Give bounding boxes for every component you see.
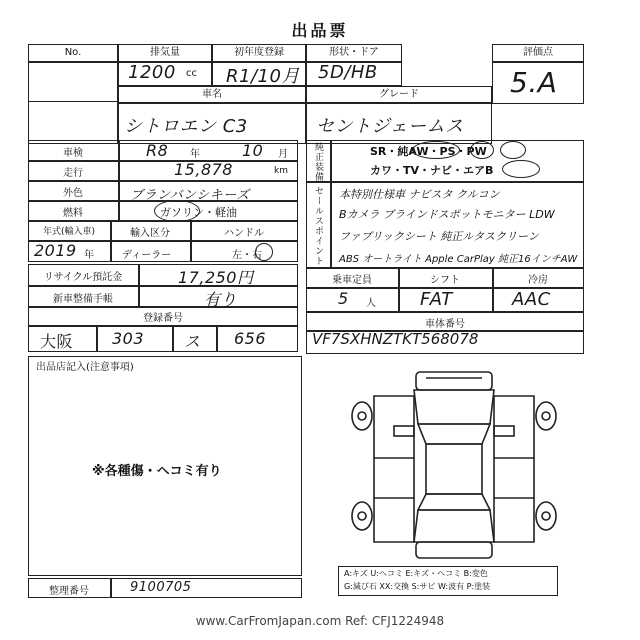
mileage-unit: km [274,166,288,176]
notes-text: ※各種傷・ヘコミ有り [92,464,222,479]
left-mirror [394,426,414,436]
fuel-circle-mark [154,200,200,222]
aw-circle [412,141,460,159]
right-mirror [494,426,514,436]
chassis-label: 車体番号 [425,319,465,330]
first-reg-value: R1/10月 [226,66,300,87]
right-side [494,396,534,542]
year-label: 年式(輸入車) [42,227,96,237]
wheel-rear-left [352,502,372,530]
ac-label: 冷房 [528,275,548,286]
grade-value: セントジェームス [316,116,464,137]
equipment-line-2: カワ・TV・ナビ・エアB [370,164,494,177]
plate-class: 303 [112,329,145,348]
car-name-label: 車名 [202,89,222,100]
windshield [418,424,490,444]
plate-kana: ス [184,332,201,351]
displacement-value: 1200 [128,62,176,83]
front-bumper [416,372,492,390]
grade-score-value: 5.A [510,66,558,99]
notes-label: 出品店記入(注意事項) [36,362,134,373]
inspection-value: R8 [146,141,169,160]
legend-line-2: G:減び石 XX:交換 S:サビ W:波有 P:塗装 [344,582,491,591]
recycle-label: リサイクル預託金 [43,272,123,283]
chassis-value: VF7SXHNZTKT568078 [312,330,479,348]
fuel-value: ガソリン・軽油 [160,206,237,219]
rear-bumper [416,542,492,558]
plate-number: 656 [234,329,267,348]
sheet-title: 出品票 [291,21,349,40]
airbag-circle [502,160,540,178]
wheel-front-right [536,402,556,430]
rear-window [418,494,490,510]
inspection-month-value: 10 [242,141,264,160]
plate-region: 大阪 [40,332,74,351]
year-value: 2019 [34,241,77,260]
watermark-text: www.CarFromJapan.com Ref: CFJ1224948 [195,614,445,628]
capacity-unit: 人 [366,298,376,309]
wheel-rear-right [536,502,556,530]
trunk [414,510,494,542]
inspection-label: 車検 [63,148,83,159]
legend-line-1: A:キズ U:ヘコミ E:キズ・ヘコミ B:変色 [344,569,488,578]
sales-point-line-1: 本特別仕様車 ナビスタ クルコン [339,188,500,201]
ps-circle [470,141,494,159]
sales-points-side-label: セールスポイント [313,186,323,266]
wheel-front-left [352,402,372,430]
grade-label: グレード [379,89,419,100]
plate-label: 登録番号 [143,313,183,324]
left-side [374,396,414,542]
mileage-value: 15,878 [174,160,233,179]
sales-point-line-4: ABS オートライト Apple CarPlay 純正16インチAW [339,254,578,265]
capacity-value: 5 [338,289,349,308]
capacity-label: 乗車定員 [332,275,372,286]
sales-point-line-3: ファブリックシート 純正ルタスクリーン [339,230,539,243]
inspection-year-unit: 年 [190,149,200,160]
no-value-box [28,61,118,144]
inspection-month-unit: 月 [278,149,288,160]
roof [426,444,482,494]
shape-label: 形状・ドア [329,47,379,58]
year-unit: 年 [84,250,94,261]
displacement-label: 排気量 [150,47,180,58]
handle-value: 左・右 [232,250,262,261]
import-label: 輸入区分 [130,228,170,239]
shape-value: 5D/HB [318,62,378,83]
hood [414,390,494,424]
color-label: 外色 [63,188,83,199]
inspector-value: 9100705 [130,580,192,595]
ac-value: AAC [512,289,551,310]
fuel-label: 燃料 [63,208,83,219]
grade-score-label: 評価点 [523,47,553,58]
pw-circle [500,141,526,159]
handle-right-circle [255,243,273,261]
import-value: ディーラー [122,250,172,261]
shift-value: FAT [420,289,453,310]
handle-label: ハンドル [224,228,264,239]
no-label: No. [64,47,82,58]
first-reg-label: 初年度登録 [234,47,284,58]
equipment-line-1: SR・純AW・PS・PW [370,145,487,158]
equipment-side-label: 純正装備 [313,142,323,182]
car-name-value: シトロエン C3 [124,116,248,137]
displacement-unit: cc [186,68,197,79]
car-diagram [344,366,564,566]
manual-value: 有り [204,290,238,309]
sales-point-line-2: Bカメラ ブラインドスポットモニター LDW [339,208,555,221]
mileage-label: 走行 [63,168,83,179]
recycle-value: 17,250円 [178,268,254,287]
inspector-label: 整理番号 [49,586,89,597]
color-value: ブランバンシキーズ [130,188,250,203]
shift-label: シフト [430,275,460,286]
manual-label: 新車整備手帳 [53,294,113,305]
